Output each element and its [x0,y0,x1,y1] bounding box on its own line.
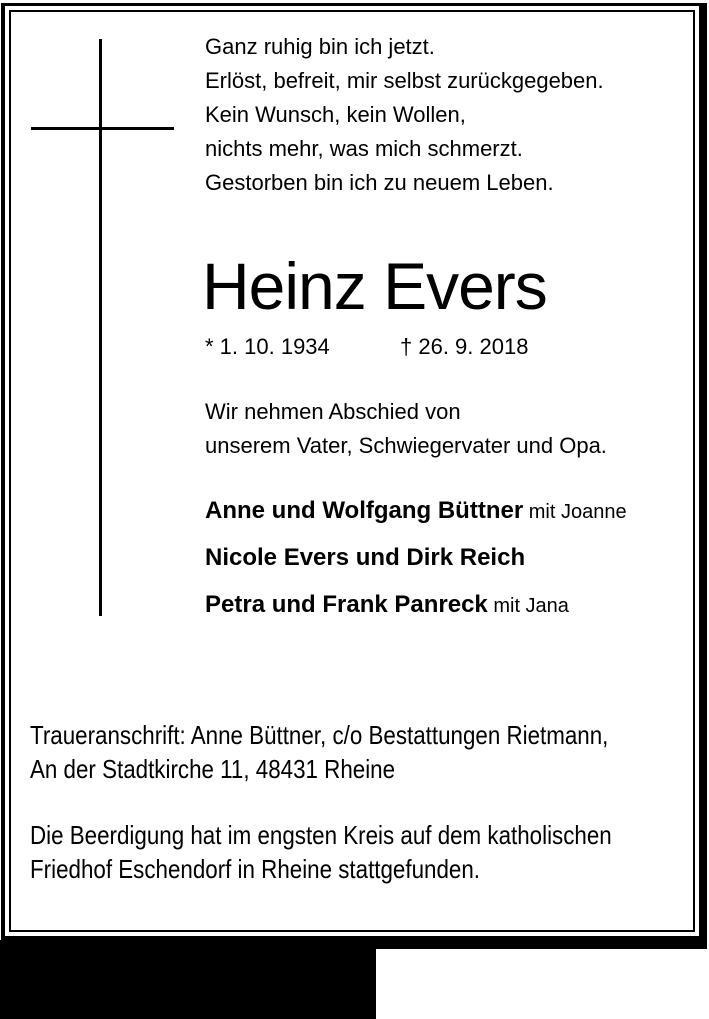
cross-horizontal-bar [31,127,174,130]
poem-line: Erlöst, befreit, mir selbst zurückgegeben. [205,68,604,93]
death-date: † 26. 9. 2018 [400,334,529,359]
poem-line: Kein Wunsch, kein Wollen, [205,102,466,127]
deceased-name: Heinz Evers [202,249,547,323]
farewell-text [205,395,607,463]
funeral-line: Friedhof Eschendorf in Rheine stattgefunden. [30,854,480,884]
poem-line: Gestorben bin ich zu neuem Leben. [205,170,554,195]
mourner-line [205,536,627,583]
mourner-children: mit Joanne [523,501,627,523]
mourner-line [205,489,627,536]
poem [205,30,604,200]
birth-date: * 1. 10. 1934 [205,334,330,359]
farewell-line: Wir nehmen Abschied von [205,399,461,424]
funeral-line: Die Beerdigung hat im engsten Kreis auf dem katholischen [30,820,612,850]
mourner-line [205,583,627,630]
mourner-names: Petra und Frank Panreck [205,591,488,618]
mourning-address [30,718,608,786]
mourner-children: mit Jana [487,595,569,617]
life-dates [205,332,528,362]
address-line: Traueranschrift: Anne Büttner, c/o Bestattungen Rietmann, [30,720,609,750]
mourners-list [205,489,627,630]
poem-line: Ganz ruhig bin ich jetzt. [205,34,435,59]
poem-line: nichts mehr, was mich schmerzt. [205,136,523,161]
cross-vertical-bar [99,39,102,616]
funeral-note [30,818,612,886]
adjacent-clipping-block [0,940,376,1019]
farewell-line: unserem Vater, Schwiegervater und Opa. [205,433,607,458]
mourner-names: Nicole Evers und Dirk Reich [205,544,526,571]
mourner-names: Anne und Wolfgang Büttner [205,497,524,524]
address-line: An der Stadtkirche 11, 48431 Rheine [30,754,396,784]
